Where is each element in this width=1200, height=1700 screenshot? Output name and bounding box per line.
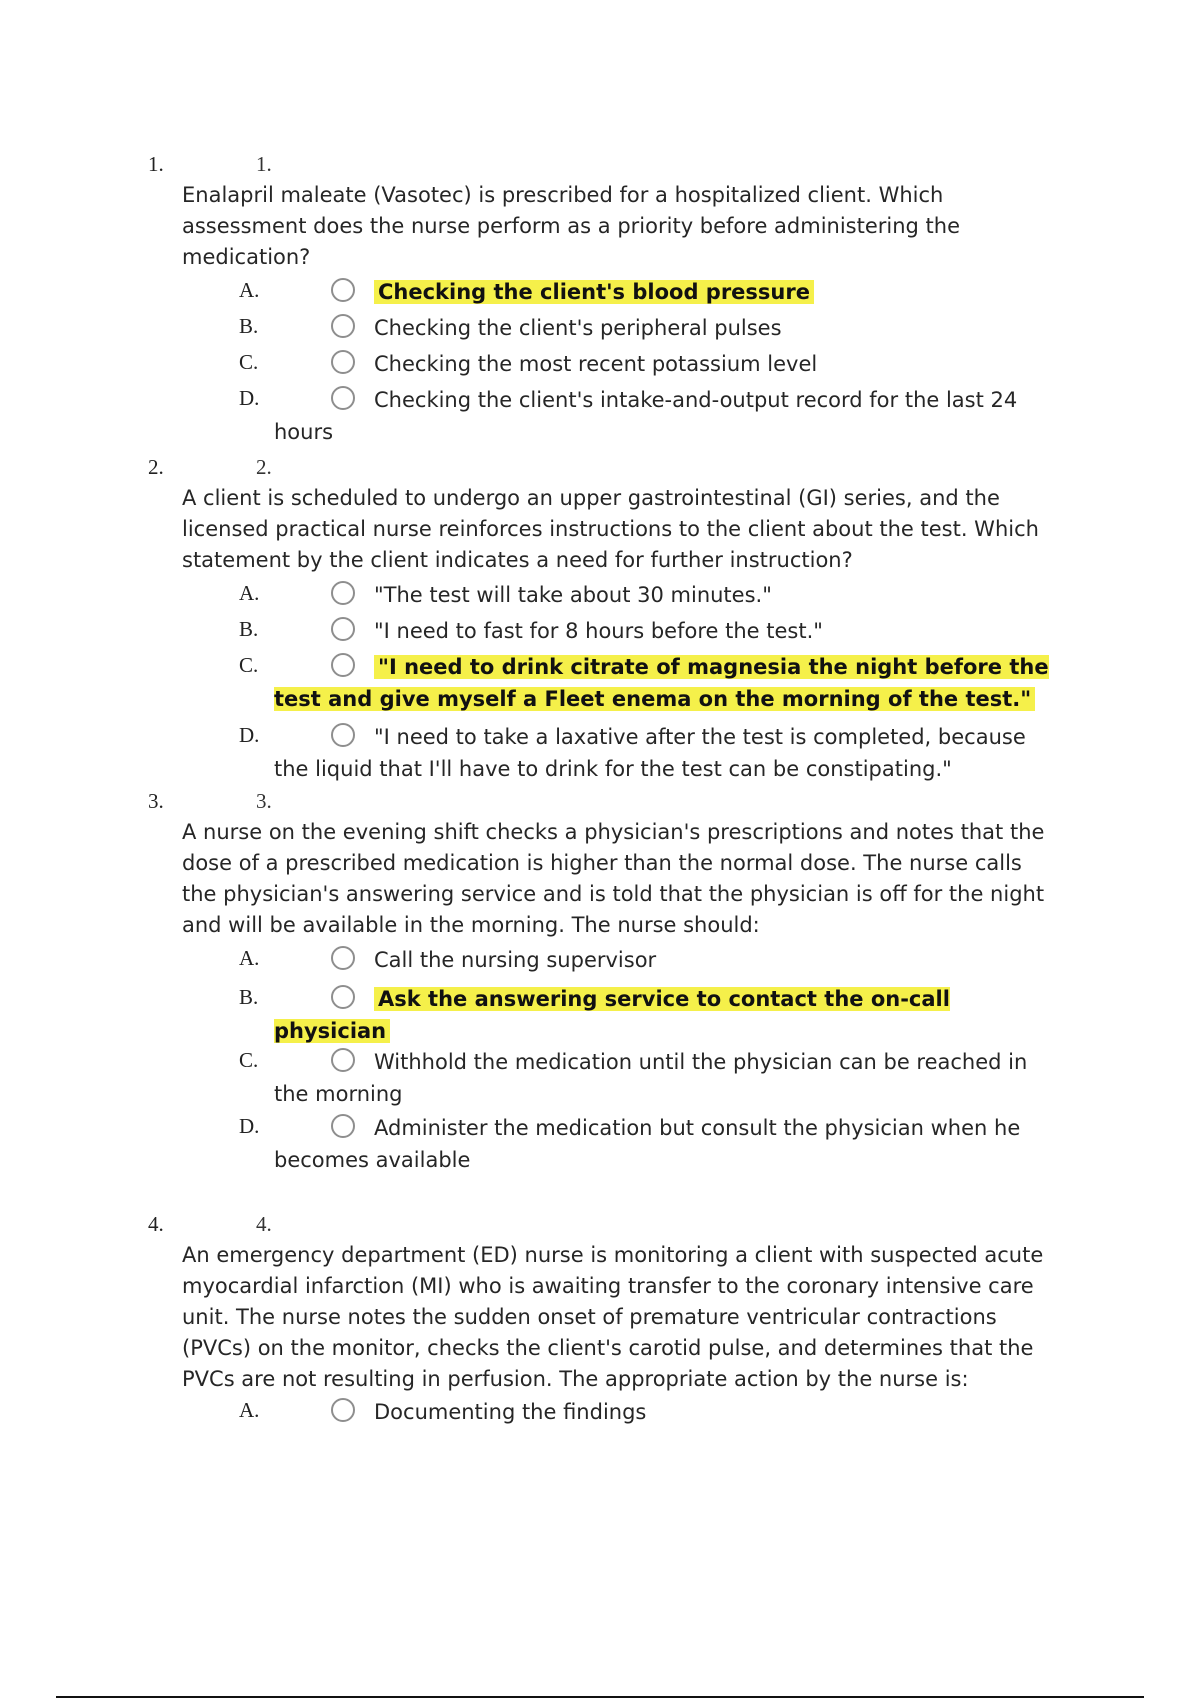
question-number: 2. (148, 455, 164, 479)
option-text: Checking the client's blood pressure (374, 280, 814, 304)
question-number-inner: 4. (256, 1212, 272, 1236)
question-number: 3. (148, 789, 164, 813)
option-text: Administer the medication but consult the physician when he becomes available (274, 1116, 1021, 1172)
option-letter: D. (239, 1114, 260, 1138)
question-number-inner: 3. (256, 789, 272, 813)
option-text: Documenting the findings (374, 1400, 647, 1424)
option-text: Checking the client's intake-and-output record for the last 24 hours (274, 388, 1018, 444)
option-letter: C. (239, 1048, 259, 1072)
option-letter: B. (239, 985, 259, 1009)
option-letter: A. (239, 1398, 260, 1422)
option-letter: A. (239, 581, 260, 605)
option-letter: D. (239, 723, 260, 747)
option-text: "I need to fast for 8 hours before the test." (374, 619, 823, 643)
question-number-inner: 2. (256, 455, 272, 479)
option-letter: B. (239, 617, 259, 641)
option-letter: C. (239, 653, 259, 677)
question-number: 4. (148, 1212, 164, 1236)
option-text: Ask the answering service to contact the on-call physician (274, 987, 950, 1043)
option-letter: C. (239, 350, 259, 374)
option-letter: B. (239, 314, 259, 338)
option-text: Checking the client's peripheral pulses (374, 316, 782, 340)
option-letter: A. (239, 278, 260, 302)
option-text: Checking the most recent potassium level (374, 352, 818, 376)
option-letter: A. (239, 946, 260, 970)
option-letter: D. (239, 386, 260, 410)
option-text: "I need to take a laxative after the test is completed, because the liquid that I'll have to drink for the test can be constipating." (274, 725, 1026, 781)
question-stem: A client is scheduled to undergo an upper gastrointestinal (GI) series, and the licensed practical nurse reinforces instructions to the client about the test. Which statement by the client indicates a need for further instruction? (182, 486, 1039, 572)
option-text: "I need to drink citrate of magnesia the night before the test and give myself a Fleet enema on the morning of the test." (274, 655, 1049, 711)
option-text: Withhold the medication until the physician can be reached in the morning (274, 1050, 1028, 1106)
question-stem: An emergency department (ED) nurse is monitoring a client with suspected acute myocardial infarction (MI) who is awaiting transfer to the coronary intensive care unit. The nurse notes the sudden onset of premature ventricular contractions (PVCs) on the monitor, checks the client's carotid pulse, and determines that the PVCs are not resulting in perfusion. The appropriate action by the nurse is: (182, 1243, 1044, 1391)
footer-divider (56, 1696, 1144, 1698)
option-text: Call the nursing supervisor (374, 948, 657, 972)
question-number-inner: 1. (256, 152, 272, 176)
question-stem: Enalapril maleate (Vasotec) is prescribed for a hospitalized client. Which assessment does the nurse perform as a priority before administering the medication? (182, 183, 961, 269)
option-text: "The test will take about 30 minutes." (374, 583, 772, 607)
question-stem: A nurse on the evening shift checks a physician's prescriptions and notes that the dose of a prescribed medication is higher than the normal dose. The nurse calls the physician's answering service and is told that the physician is off for the night and will be available in the morning. The nurse should: (182, 820, 1045, 937)
question-number: 1. (148, 152, 164, 176)
